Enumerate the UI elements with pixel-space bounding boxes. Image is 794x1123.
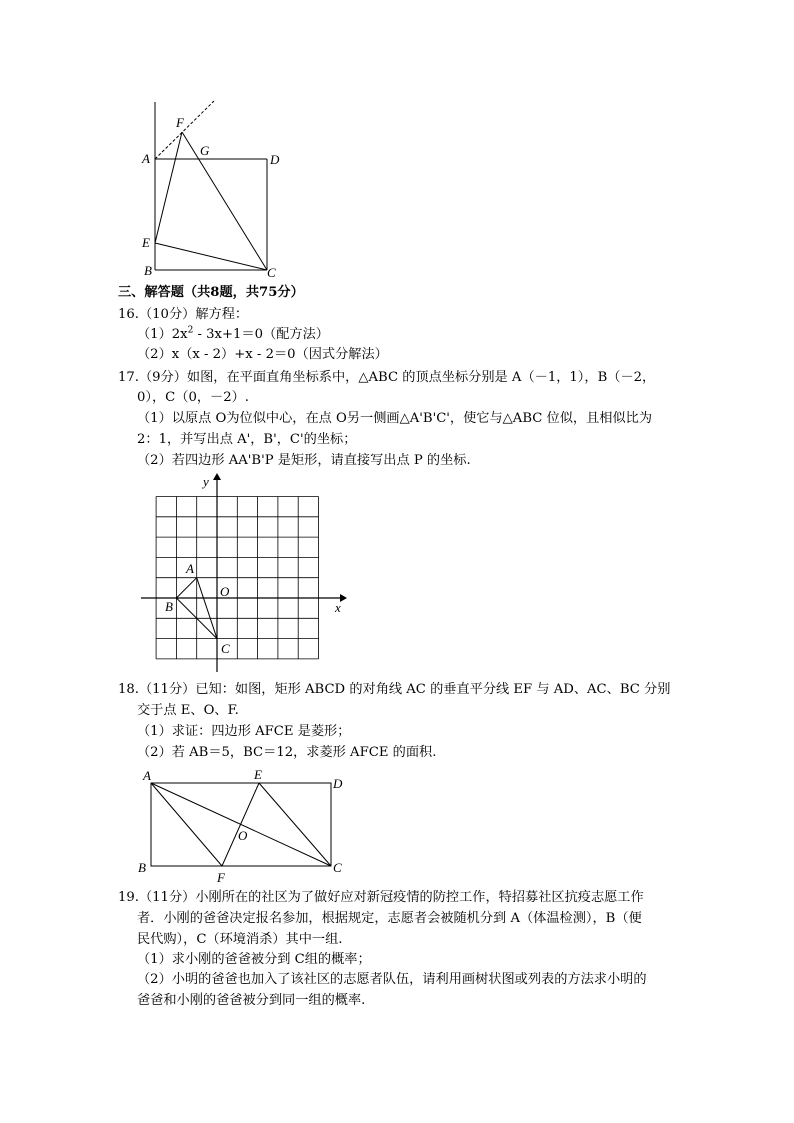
- label-c: C: [333, 860, 342, 875]
- label-x: x: [335, 600, 341, 615]
- q17-part2: （2）若四边形 AA'B'P 是矩形，请直接写出点 P 的坐标.: [137, 453, 471, 468]
- q16-stem: 16.（10分）解方程：: [118, 307, 249, 322]
- segment-af: [151, 783, 222, 866]
- q17-line1: 17.（9分）如图，在平面直角坐标系中，△ABC 的顶点坐标分别是 A（－1，1），B（－2，: [118, 370, 656, 385]
- label-c: C: [221, 641, 230, 656]
- q18-line1: 18.（11分）已知：如图，矩形 ABCD 的对角线 AC 的垂直平分线 EF 与 AD、AC、BC 分别: [118, 682, 671, 697]
- label-f: F: [176, 115, 184, 130]
- grid: [156, 497, 318, 659]
- x-axis-arrow-icon: [340, 594, 347, 602]
- label-o: O: [220, 584, 230, 599]
- label-a: A: [143, 768, 151, 783]
- label-f: F: [217, 870, 225, 885]
- label-c: C: [267, 265, 276, 280]
- q16-part1-exponent: 2: [187, 325, 194, 336]
- section-3-heading: 三、解答题（共8题，共75分）: [118, 285, 304, 300]
- label-b: B: [144, 263, 152, 278]
- figure-q17-grid: [135, 472, 355, 677]
- q18-part1: （1）求证：四边形 AFCE 是菱形；: [137, 724, 351, 739]
- q17-part1-line1: （1）以原点 O为位似中心，在点 O另一侧画△A'B'C'，使它与△ABC 位似，且相似比为: [137, 411, 653, 426]
- label-e: E: [254, 767, 262, 782]
- q19-line1: 19.（11分）小刚所在的社区为了做好应对新冠疫情的防控工作，特招募社区抗疫志愿工作: [118, 890, 644, 905]
- label-g: G: [200, 143, 210, 158]
- segment-ef: [222, 783, 259, 866]
- figure-q15: [130, 95, 290, 285]
- label-a: A: [186, 561, 194, 576]
- q19-line3: 民代购），C（环境消杀）其中一组.: [137, 932, 343, 947]
- segment-fe: [155, 132, 182, 243]
- q19-part1: （1）求小刚的爸爸被分到 C组的概率；: [137, 952, 371, 967]
- label-y: y: [203, 474, 209, 489]
- q16-part1: [137, 325, 329, 345]
- label-b: B: [165, 599, 173, 614]
- label-d: D: [333, 776, 343, 791]
- q18-part2: （2）若 AB＝5，BC＝12，求菱形 AFCE 的面积.: [137, 745, 437, 760]
- q17-line2: 0），C（0，－2）.: [137, 390, 249, 405]
- segment-ec: [155, 243, 267, 270]
- q16-part1-suffix: - 3x+1＝0（配方法）: [193, 327, 329, 342]
- label-o: O: [238, 828, 248, 843]
- y-axis-arrow-icon: [213, 473, 221, 480]
- q18-line2: 交于点 E、O、F.: [137, 703, 239, 718]
- q19-part2-line2: 爸爸和小刚的爸爸被分到同一组的概率.: [137, 993, 366, 1008]
- q16-part2: （2）x（x - 2）+x - 2＝0（因式分解法）: [137, 347, 388, 362]
- label-d: D: [270, 152, 280, 167]
- q19-line2: 者．小刚的爸爸决定报名参加，根据规定，志愿者会被随机分到 A（体温检测），B（便: [137, 911, 642, 926]
- figure-q18: [130, 765, 355, 890]
- label-b: B: [138, 860, 146, 875]
- segment-ec: [259, 783, 331, 866]
- label-e: E: [142, 235, 150, 250]
- q19-part2-line1: （2）小明的爸爸也加入了该社区的志愿者队伍，请利用画树状图或列表的方法求小明的: [137, 972, 647, 987]
- label-a: A: [142, 151, 150, 166]
- q16-part1-prefix: （1）2x: [137, 327, 188, 342]
- q17-part1-line2: 2：1，并写出点 A'，B'，C'的坐标；: [137, 432, 357, 447]
- segment-fc: [182, 132, 267, 270]
